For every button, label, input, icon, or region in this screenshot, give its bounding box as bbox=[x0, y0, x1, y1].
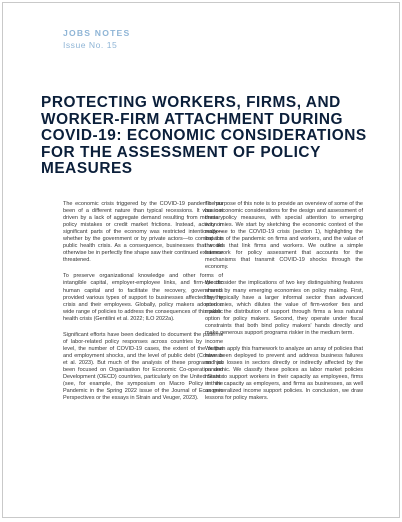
series-label: JOBS NOTES bbox=[63, 28, 131, 38]
body-column-left bbox=[63, 201, 223, 411]
paragraph: We then apply this framework to analyze an array of policies that have been deployed to prevent and address business failures and job losses in sectors directly or indirectly affected by the pandemic. We classify these polices as labor market policies meant to support workers in their capacity as employees, firms in their capacity as employers, and firms as businesses, as well as generalized income support policies. In conclusion, we draw lessons for policy makers. bbox=[205, 345, 363, 402]
paragraph: To preserve organizational knowledge and other forms of intangible capital, employer-employee links, and firm-specific human capital and to facilitate the recovery, governments provided various types of support to businesses affected by the crisis and their employees. Globally, policy makers adopted a wide range of policies to address the consequences of this public health crisis (Gentilini et al. 2022; ILO 2022a). bbox=[63, 273, 223, 322]
document-page bbox=[2, 2, 400, 518]
document-title: PROTECTING WORKERS, FIRMS, AND WORKER-FIRM ATTACHMENT DURING COVID-19: ECONOMIC CONSIDERATIONS FOR THE ASSESSMENT OF POLICY MEASURES bbox=[41, 94, 367, 178]
paragraph: The economic crisis triggered by the COVID-19 pandemic has been of a different nature than typical recessions. It was not driven by a lack of aggregate demand resulting from monetary policy mistakes or credit market frictions. Instead, activity in significant parts of the economy was restricted intentionally—whether by the government or by private actors—to combat the public health crisis. As a consequence, businesses that would otherwise be in perfectly fine shape saw their continued existence threatened. bbox=[63, 201, 223, 264]
paragraph: The purpose of this note is to provide an overview of some of the basic economic considerations for the design and assessment of these policy measures, with special attention to emerging economies. We start by sketching the economic context of the response to the COVID-19 crisis (section 1), highlighting the impacts of the pandemic on firms and workers, and the value of the ties that link firms and workers. We outline a simple framework for policy assessment that accounts for the mechanisms that transmit COVID-19 shocks through the economy. bbox=[205, 201, 363, 271]
issue-number: Issue No. 15 bbox=[63, 40, 118, 50]
paragraph: Significant efforts have been dedicated to document the patterns of labor-related policy responses across countries by income level, the number of COVID-19 cases, the extent of the output and employment shocks, and the level of public debt (Contreras et al. 2023). But much of the analysis of these programs has been focused on Organisation for Economic Co-operation and Development (OECD) countries, particularly on the United States (see, for example, the symposium on Macro Policy in the Pandemic in the Spring 2022 issue of the Journal of Economic Perspectives or the essays in Strain and Veuger, 2023). bbox=[63, 331, 223, 402]
paragraph: We consider the implications of two key distinguishing features shared by many emerging economies on policy making. First, they typically have a larger informal sector than advanced economies, which dilutes the value of firm-worker ties and makes the distribution of support through firms a less natural option for policy makers. Second, they operate under fiscal constraints that both bind policy makers' hands directly and make generous support programs riskier in the medium term. bbox=[205, 280, 363, 336]
body-column-right bbox=[205, 201, 363, 411]
